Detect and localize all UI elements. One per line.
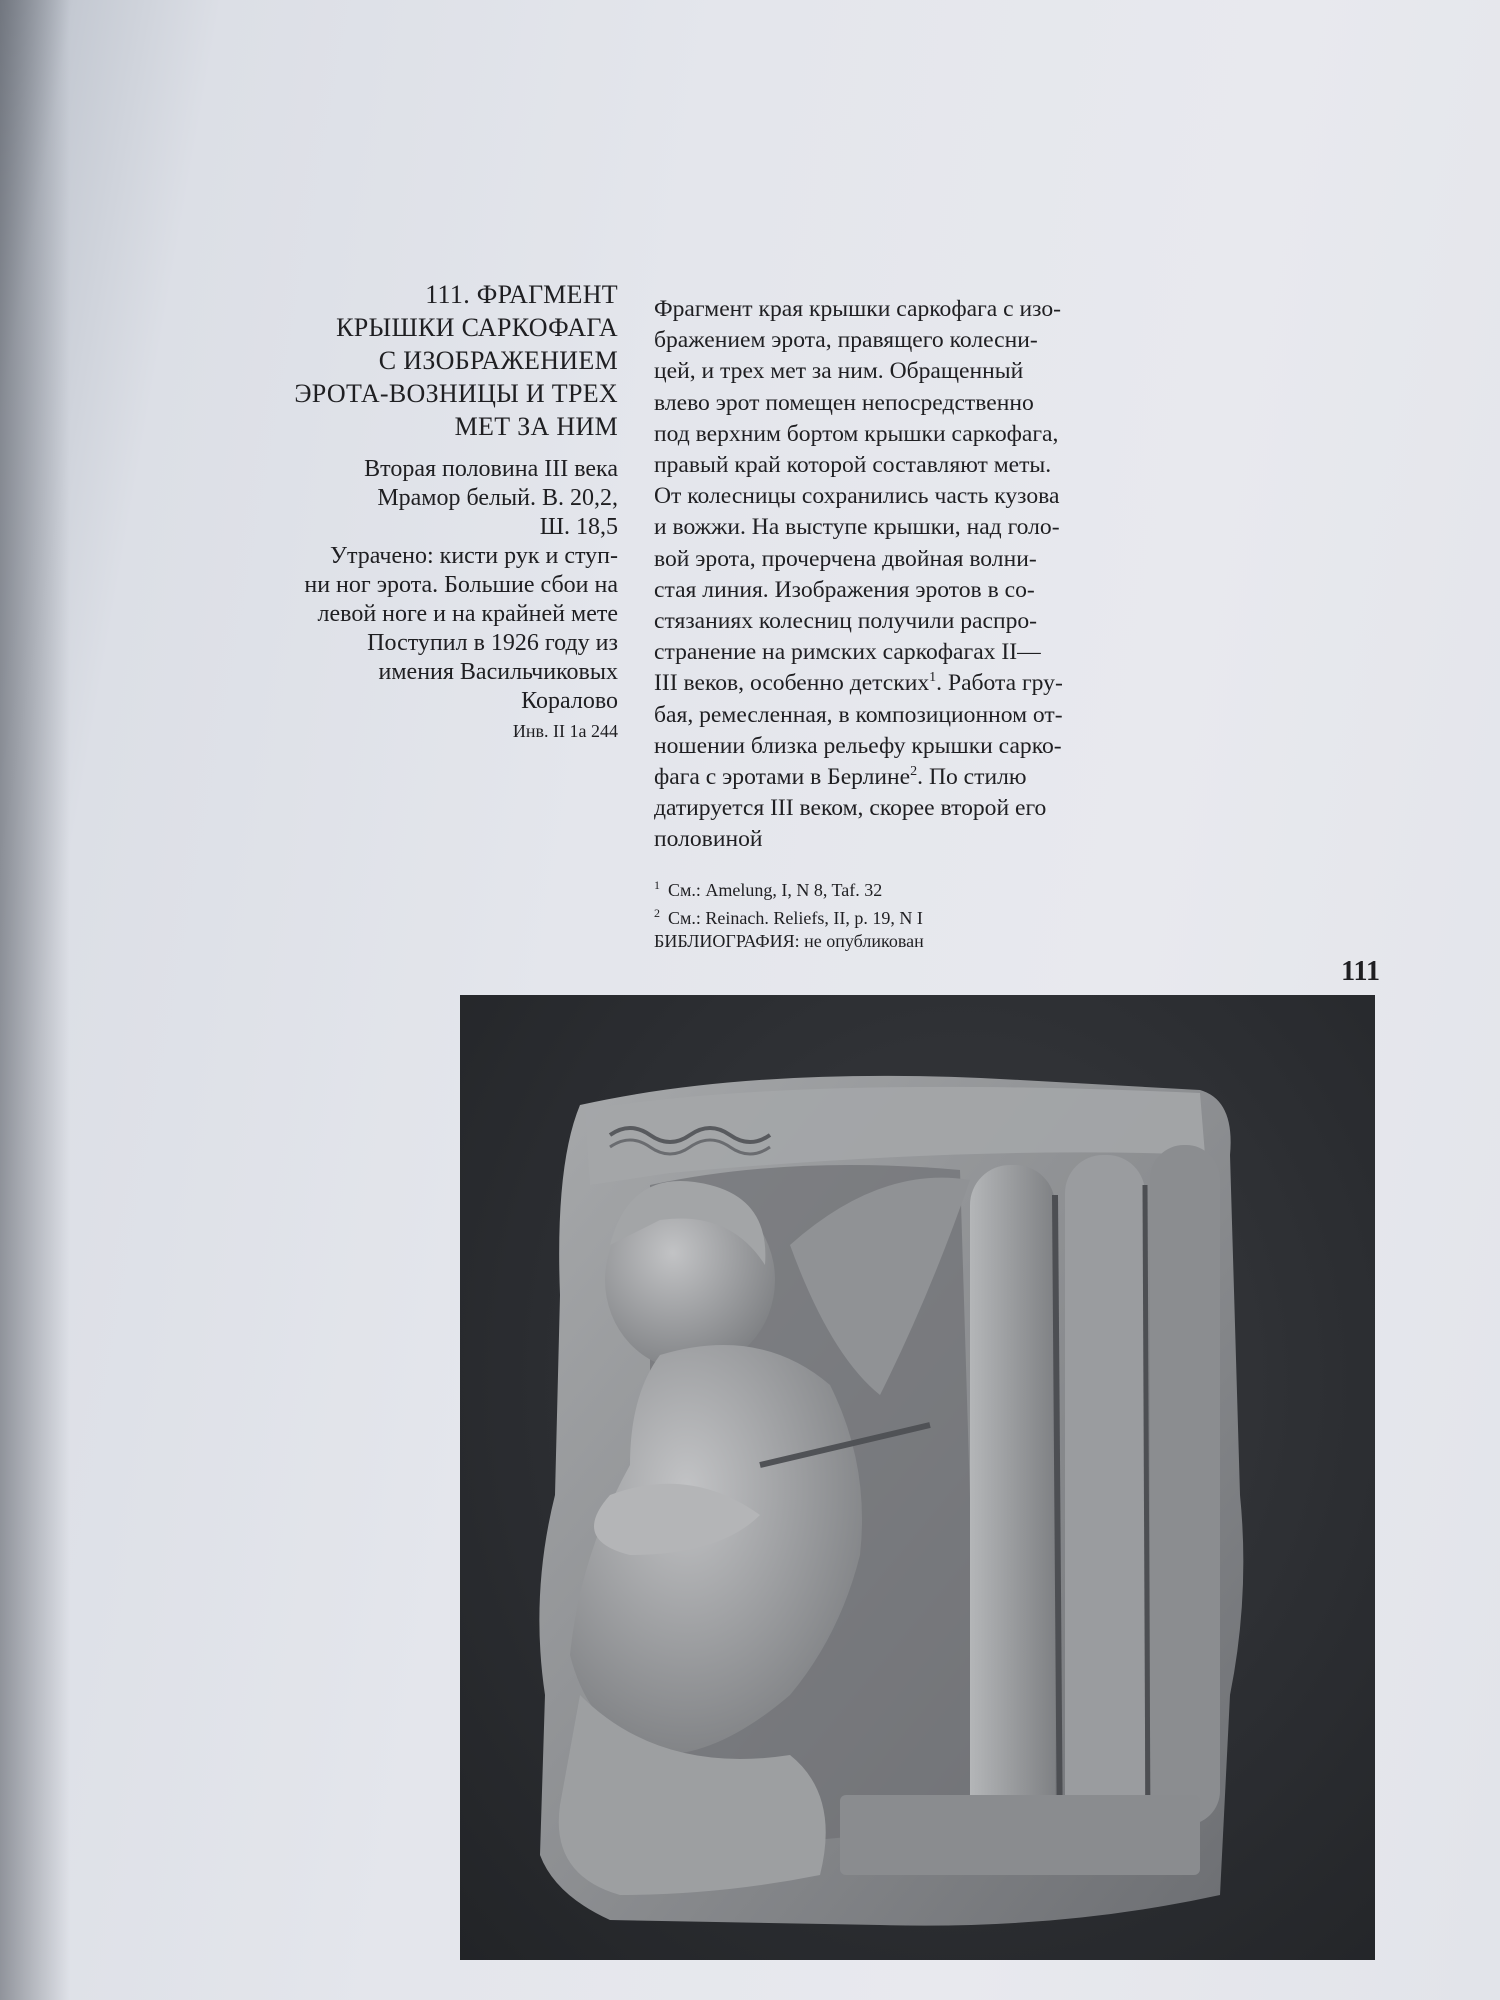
description-fragment: фага с эротами в Берлине	[654, 764, 911, 791]
description-line: правый край которой составляют меты.	[654, 452, 1052, 479]
description-column	[654, 294, 1174, 953]
description-line: От колесницы сохранились часть кузова	[654, 483, 1060, 510]
catalog-entry-header	[220, 278, 618, 744]
footnote-text: См.: Amelung, I, N 8, Taf. 32	[668, 879, 883, 900]
description-line: влево эрот помещен непосредственно	[654, 389, 1034, 416]
footnote-text: См.: Reinach. Reliefs, II, p. 19, N I	[668, 907, 923, 928]
footnote-ref-2[interactable]: 2	[910, 764, 918, 780]
description-line: стая линия. Изображения эротов в со-	[654, 576, 1035, 603]
description-fragment: . Работа гру-	[936, 670, 1063, 697]
page-edge-shadow	[0, 0, 70, 2000]
column-shadow-2	[1145, 1185, 1148, 1835]
meta-line: ни ног эрота. Большие сбои на	[304, 572, 618, 598]
meta-column-1	[970, 1165, 1055, 1865]
bibliography-label: БИБЛИОГРАФИЯ	[654, 930, 795, 951]
footnote-2	[654, 902, 1174, 930]
entry-title-line: КРЫШКИ САРКОФАГА	[336, 313, 618, 342]
meta-line: Коралово	[521, 688, 618, 714]
meta-line: Мрамор белый. В. 20,2,	[377, 485, 618, 511]
meta-line: имения Васильчиковых	[378, 659, 618, 685]
relief-illustration	[460, 995, 1375, 1960]
meta-line: Поступил в 1926 году из	[367, 630, 618, 656]
description-line: бая, ремесленная, в композиционном от-	[654, 701, 1063, 728]
footnote-number: 2	[654, 905, 660, 920]
meta-line: Утрачено: кисти рук и ступ-	[329, 543, 618, 569]
description-line: цей, и трех мет за ним. Обращенный	[654, 358, 1024, 385]
meta-column-3	[1150, 1145, 1220, 1825]
page-number: 111	[1341, 956, 1380, 987]
description-line: странение на римских саркофагах II—	[654, 639, 1041, 666]
description-line: и вожжи. На выступе крышки, над голо-	[654, 514, 1060, 541]
entry-title	[220, 278, 618, 443]
footnote-ref-1[interactable]: 1	[929, 670, 937, 686]
meta-line: Вторая половина III века	[364, 456, 618, 482]
description-line: под верхним бортом крышки саркофага,	[654, 420, 1059, 447]
inventory-number: Инв. II 1а 244	[512, 721, 618, 741]
description-line: бражением эрота, правящего колесни-	[654, 327, 1038, 354]
footnote-1	[654, 874, 1174, 902]
meta-line: Ш. 18,5	[539, 514, 618, 540]
description-line: половиной	[654, 826, 763, 853]
description-line	[654, 762, 1174, 793]
relief-photograph	[460, 995, 1375, 1960]
description-line: Фрагмент края крышки саркофага с изо-	[654, 296, 1061, 322]
entry-meta	[220, 455, 618, 716]
description-fragment: III веков, особенно детских	[654, 670, 930, 697]
entry-title-line: С ИЗОБРАЖЕНИЕМ	[378, 346, 618, 375]
description-line: ношении близка рельефу крышки сарко-	[654, 732, 1062, 759]
footnote-number: 1	[654, 877, 660, 892]
bibliography-text: : не опубликован	[794, 930, 924, 951]
meta-column-2	[1065, 1155, 1145, 1845]
footnotes	[654, 874, 1174, 953]
description-line: датируется III веком, скорее второй его	[654, 795, 1047, 822]
description-line: стязаниях колесниц получили распро-	[654, 608, 1038, 635]
meta-line: левой ноге и на крайней мете	[317, 601, 618, 627]
description-line	[654, 668, 1174, 699]
description-text	[654, 294, 1174, 856]
description-line: вой эрота, прочерчена двойная волни-	[654, 545, 1037, 572]
chariot-base	[840, 1795, 1200, 1875]
entry-title-line: ЭРОТА-ВОЗНИЦЫ И ТРЕХ	[294, 379, 618, 408]
entry-title-line: 111. ФРАГМЕНТ	[425, 280, 618, 309]
description-fragment: . По стилю	[917, 764, 1027, 791]
bibliography	[654, 930, 1174, 953]
entry-title-line: МЕТ ЗА НИМ	[454, 412, 618, 441]
